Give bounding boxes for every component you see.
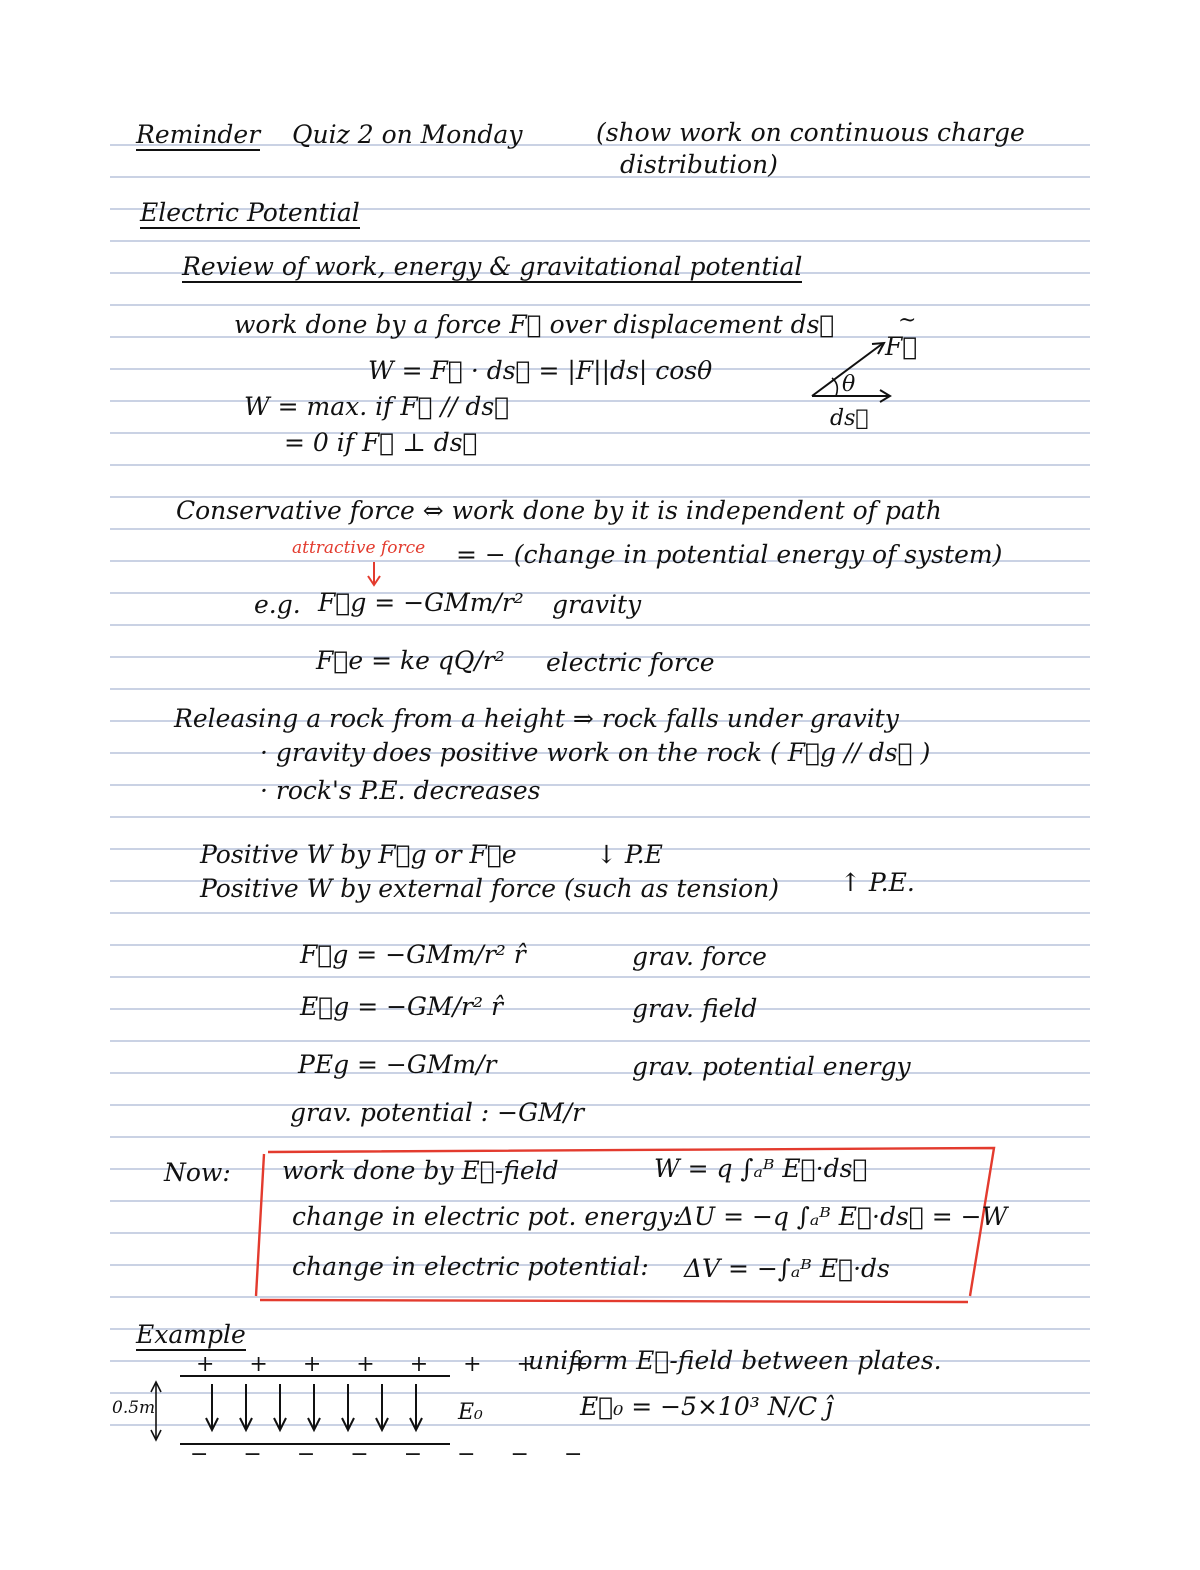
rock-bullet-1-text: gravity does positive work on the rock ( F⃗g // ds⃗ ): [275, 738, 931, 767]
now-label: Now:: [164, 1158, 231, 1187]
field-e0-label: E₀: [458, 1400, 483, 1425]
field-arrow: [240, 1384, 252, 1430]
positive-w-line-1: Positive W by F⃗g or F⃗e: [200, 840, 517, 869]
grav-force-equation: F⃗g = −GMm/r² r̂: [300, 940, 526, 969]
grav-pe-label: grav. potential energy: [632, 1052, 911, 1081]
plus-plate-row: + + + + + + + +: [196, 1352, 603, 1377]
page-title: Electric Potential: [140, 198, 360, 227]
review-heading: Review of work, energy & gravitational potential: [182, 252, 803, 281]
conservative-equation: = − (change in potential energy of system): [456, 540, 1003, 569]
field-arrow: [376, 1384, 388, 1430]
diagram-ds-label: ds⃗: [830, 406, 869, 431]
diagram-theta-label: θ: [842, 372, 856, 397]
grav-pe-equation: PEg = −GMm/r: [298, 1050, 497, 1079]
grav-force-label: grav. force: [632, 942, 767, 971]
rock-bullet-2: · rock's P.E. decreases: [260, 776, 541, 805]
grav-potential: grav. potential : −GM/r: [290, 1098, 585, 1127]
header-note-line1: (show work on continuous charge: [596, 118, 1025, 147]
field-arrow: [274, 1384, 286, 1430]
gravity-force-equation: F⃗g = −GMm/r²: [318, 588, 524, 617]
work-equation: W = F⃗ · ds⃗ = |F||ds| cosθ: [368, 356, 713, 385]
now-row2-equation: ΔU = −q ∫ₐᴮ E⃗·ds⃗ = −W: [676, 1202, 1008, 1231]
uniform-field-description: uniform E⃗-field between plates.: [528, 1346, 942, 1375]
now-row1-equation: W = q ∫ₐᴮ E⃗·ds⃗: [654, 1154, 868, 1183]
electric-force-equation: F⃗e = ke qQ/r²: [316, 646, 505, 675]
diagram-top-mark: ~: [898, 308, 917, 333]
field-arrow: [342, 1384, 354, 1430]
example-heading: Example: [136, 1320, 246, 1349]
reminder-label: Reminder: [136, 120, 261, 149]
quiz-note: Quiz 2 on Monday: [292, 120, 523, 149]
grav-field-equation: E⃗g = −GM/r² r̂: [300, 992, 503, 1021]
electric-force-label: electric force: [546, 648, 715, 677]
work-zero-equation: = 0 if F⃗ ⊥ ds⃗: [284, 428, 478, 457]
positive-w-line-1-result: ↓ P.E: [596, 840, 663, 869]
rock-bullet-2-text: rock's P.E. decreases: [275, 776, 541, 805]
work-max-equation: W = max. if F⃗ // ds⃗: [244, 392, 510, 421]
plate-gap-label: 0.5m: [112, 1398, 156, 1418]
eg-label: e.g.: [254, 590, 301, 619]
now-row2-label: change in electric pot. energy:: [292, 1202, 681, 1231]
work-definition: work done by a force F⃗ over displacement ds⃗: [234, 310, 835, 339]
positive-w-line-2-result: ↑ P.E.: [840, 868, 915, 897]
gravity-label: gravity: [552, 590, 642, 619]
field-arrow: [308, 1384, 320, 1430]
positive-w-line-2: Positive W by external force (such as tension): [200, 874, 780, 903]
field-arrow: [206, 1384, 218, 1430]
rock-bullet-1: · gravity does positive work on the rock ( F⃗g // ds⃗ ): [260, 738, 931, 767]
attractive-force-annotation: attractive force: [292, 538, 426, 558]
diagram-force-label: F⃗: [885, 332, 918, 361]
now-row1-label: work done by E⃗-field: [282, 1156, 559, 1185]
header-note-line2: distribution): [620, 150, 778, 179]
now-row3-equation: ΔV = −∫ₐᴮ E⃗·ds: [684, 1254, 890, 1283]
field-value-equation: E⃗₀ = −5×10³ N/C ĵ: [580, 1392, 833, 1421]
grav-field-label: grav. field: [632, 994, 758, 1023]
rock-line: Releasing a rock from a height ⇒ rock falls under gravity: [174, 704, 899, 733]
minus-plate-row: − − − − − − − −: [190, 1442, 597, 1467]
red-down-arrow: [364, 560, 384, 588]
conservative-force-line: Conservative force ⇔ work done by it is independent of path: [176, 496, 942, 525]
now-row3-label: change in electric potential:: [292, 1252, 649, 1281]
field-arrow: [410, 1384, 422, 1430]
